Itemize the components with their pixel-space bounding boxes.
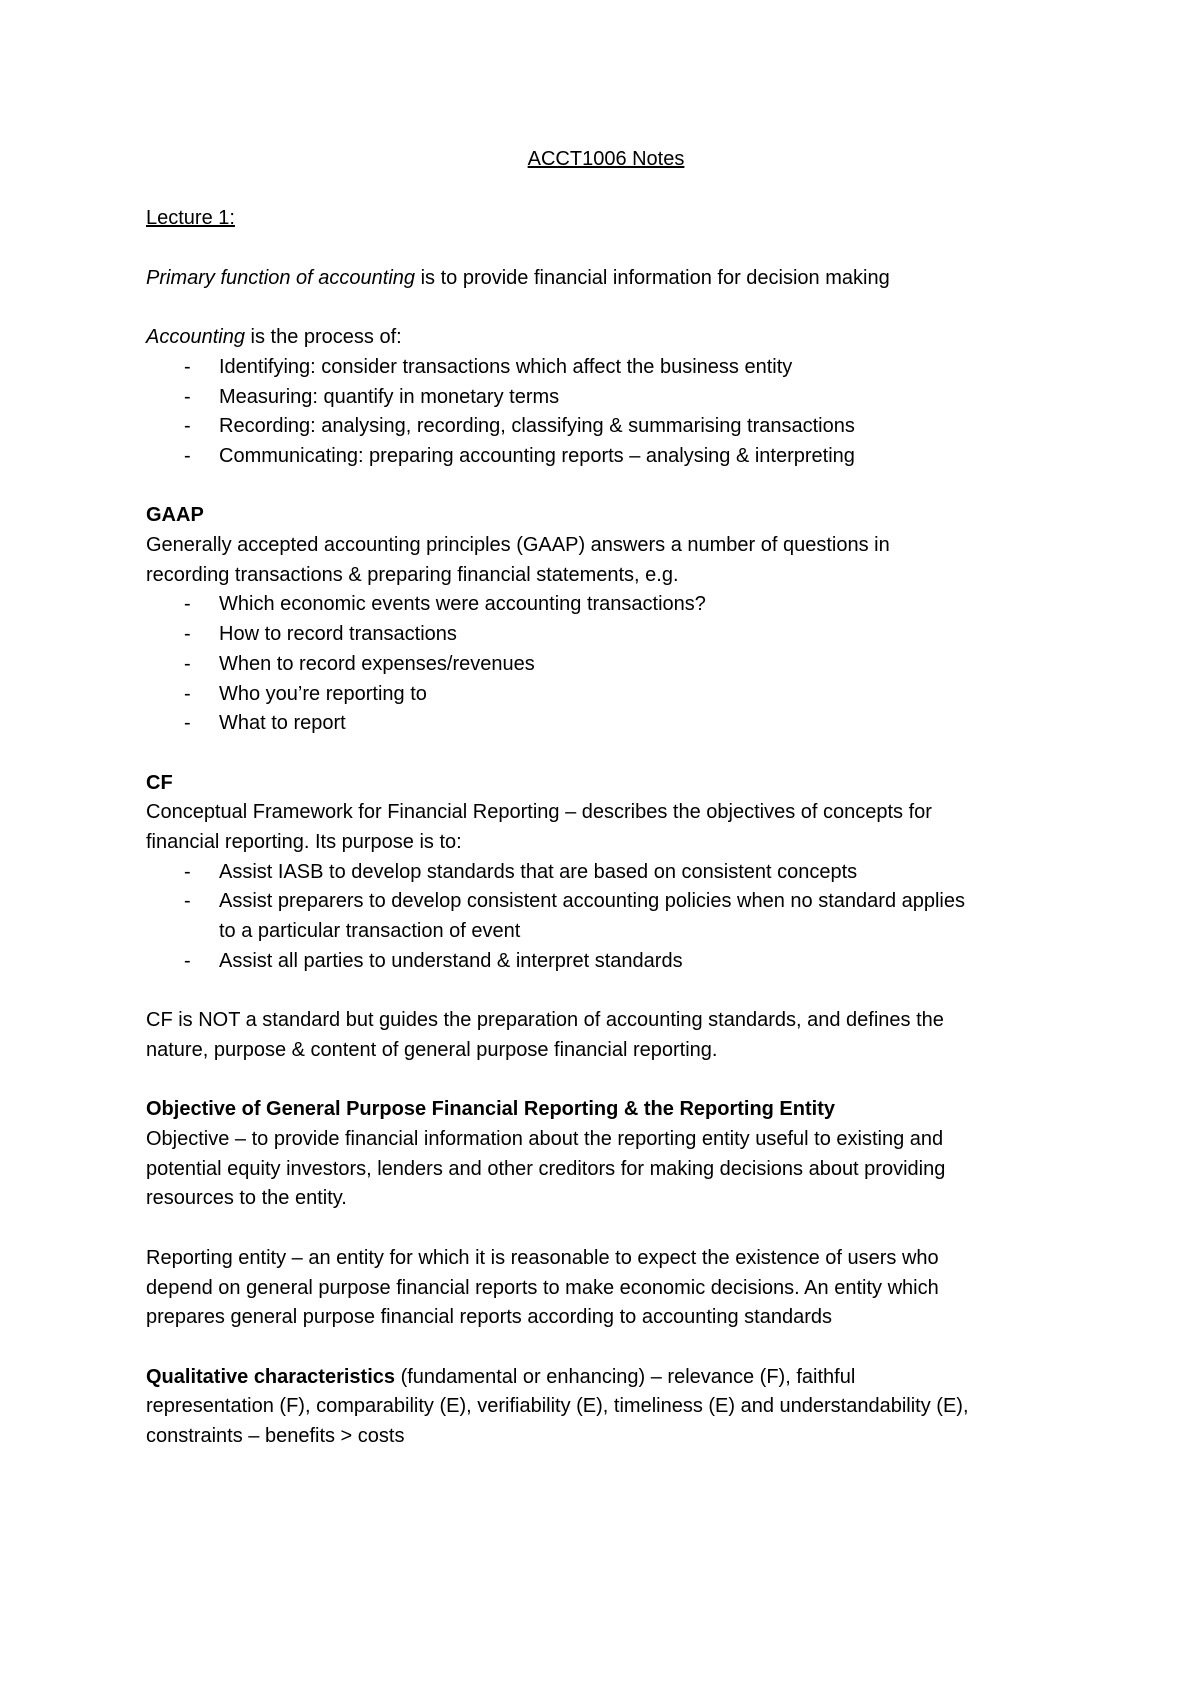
accounting-text: is the process of: [244, 326, 402, 349]
gaap-question-list [146, 590, 1066, 739]
accounting-term: Accounting [146, 326, 245, 349]
accounting-process-list [146, 353, 1066, 472]
cf-purpose-list [146, 858, 1066, 977]
list-item: - Assist preparers to develop consistent accounting policies when no standard applies [184, 890, 965, 913]
objective-line: Objective – to provide financial information about the reporting entity useful to existing and [146, 1128, 944, 1151]
list-item: - When to record expenses/revenues [184, 652, 535, 675]
list-item: - Measuring: quantify in monetary terms [184, 385, 560, 408]
cf-note-line: CF is NOT a standard but guides the preparation of accounting standards, and defines the [146, 1009, 944, 1032]
page-title: ACCT1006 Notes [527, 148, 685, 170]
list-item-continuation: to a particular transaction of event [219, 920, 521, 943]
notes-content [146, 145, 1066, 1452]
cf-text-line: financial reporting. Its purpose is to: [146, 831, 462, 854]
gaap-text-line: Generally accepted accounting principles (GAAP) answers a number of questions in [146, 534, 890, 557]
cf-note-line: nature, purpose & content of general purpose financial reporting. [146, 1038, 718, 1061]
qualitative-term: Qualitative characteristics [146, 1365, 396, 1388]
cf-heading: CF [146, 771, 173, 794]
gaap-heading: GAAP [146, 504, 204, 527]
qualitative-line: representation (F), comparability (E), verifiability (E), timeliness (E) and understandability (E), [146, 1395, 969, 1418]
list-item: - Who you’re reporting to [184, 682, 427, 705]
list-item: - What to report [184, 712, 346, 735]
reporting-entity-line: depend on general purpose financial reports to make economic decisions. An entity which [146, 1276, 939, 1299]
reporting-entity-line: prepares general purpose financial reports according to accounting standards [146, 1306, 832, 1329]
accounting-line [146, 323, 1066, 353]
lecture-heading: Lecture 1: [146, 207, 235, 230]
primary-function-text: is to provide financial information for decision making [415, 266, 890, 289]
qualitative-line: Qualitative characteristics (fundamental or enhancing) – relevance (F), faithful [146, 1365, 856, 1388]
list-item: - Which economic events were accounting transactions? [184, 593, 706, 616]
list-item: - Assist all parties to understand & interpret standards [184, 949, 683, 972]
list-item: - Assist IASB to develop standards that are based on consistent concepts [184, 860, 858, 883]
qualitative-line: constraints – benefits > costs [146, 1425, 405, 1448]
gaap-text-line: recording transactions & preparing financial statements, e.g. [146, 563, 679, 586]
list-item: - How to record transactions [184, 623, 457, 646]
list-item: - Recording: analysing, recording, classifying & summarising transactions [184, 415, 855, 438]
objective-line: potential equity investors, lenders and other creditors for making decisions about providing [146, 1157, 946, 1180]
list-item: - Communicating: preparing accounting reports – analysing & interpreting [184, 444, 855, 467]
objective-line: resources to the entity. [146, 1187, 347, 1210]
list-item: - Identifying: consider transactions which affect the business entity [184, 355, 793, 378]
primary-function-line [146, 264, 1066, 294]
objective-heading: Objective of General Purpose Financial Reporting & the Reporting Entity [146, 1098, 835, 1121]
cf-text-line: Conceptual Framework for Financial Reporting – describes the objectives of concepts for [146, 801, 932, 824]
primary-function-term: Primary function of accounting [146, 266, 416, 289]
reporting-entity-line: Reporting entity – an entity for which it is reasonable to expect the existence of users who [146, 1246, 939, 1269]
